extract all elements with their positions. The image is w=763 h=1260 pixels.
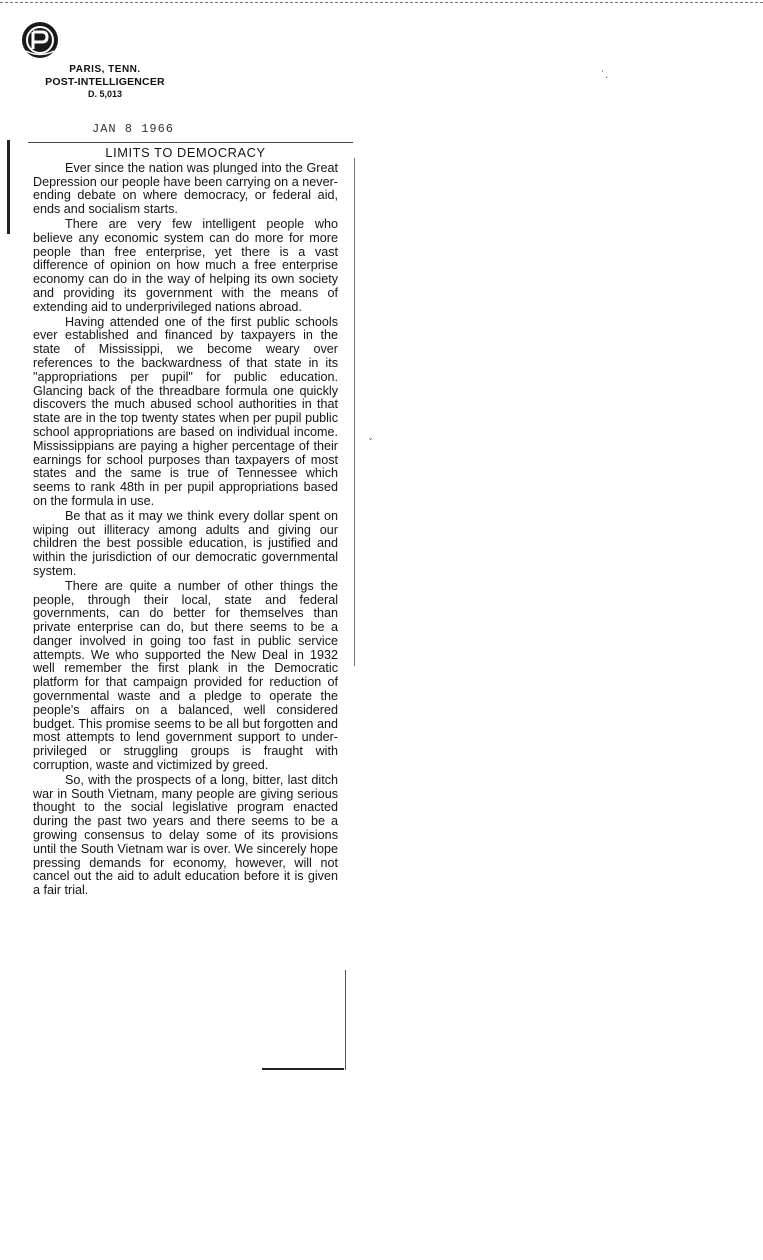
newspaper-seal-icon — [20, 20, 60, 60]
masthead-paper-name: POST-INTELLIGENCER — [45, 76, 165, 88]
masthead-city: PARIS, TENN. — [69, 64, 141, 75]
clipping-top-rule — [28, 142, 353, 143]
masthead — [30, 64, 180, 100]
article-paragraph-2: There are very few intelligent people who believe any economic system can do more for more people than free enterprise, yet there is a vast difference of opinion on how much a free enterprise economy can do in the way of helping its own society and providing its government with the means of extending aid to underprivileged nations abroad. — [33, 216, 338, 314]
article-paragraph-3: Having attended one of the first public schools ever established and financed by taxpayers in the state of Mississippi, we become weary over references to the backwardness of that state in its "appropriations per pupil" for public education. Glancing back of the threadbare formula one quickly discovers the much abused school authorities in that state are in the top twenty states when per pupil public school appropriations are based on individual income. Mississippians are paying a higher percentage of their earnings for school purposes than taxpayers of most states and the same is true of Tennessee which seems to rank 48th in per pupil appropriations based on the formula in use. — [33, 314, 338, 508]
editorial-article — [33, 146, 338, 898]
margin-tick-mark: ˇ — [368, 438, 373, 449]
clipping-bottom-rule — [262, 1068, 344, 1070]
perforated-edge — [0, 2, 763, 3]
article-paragraph-5: There are quite a number of other things the people, through their local, state and federal governments, can do better for themselves than private enterprise can do, but there seems to be a danger involved in going too fast in public service attempts. We who supported the New Deal in 1932 well remember the first plank in the Democratic platform for that campaign provided for reduction of governmental waste and a pledge to operate the people's affairs on a balanced, well considered budget. This promise seems to be all but forgotten and most attempts to lend government support to under-privileged or struggling groups is fraught with corruption, waste and victimized by greed. — [33, 578, 338, 773]
stray-mark: ˙. — [600, 70, 609, 81]
article-headline: LIMITS TO DEMOCRACY — [105, 145, 266, 160]
date-stamp: JAN 8 1966 — [92, 122, 175, 136]
article-paragraph-6: So, with the prospects of a long, bitter, last ditch war in South Vietnam, many people are giving serious thought to the social legislative program enacted during the past two years and there seems to be a growing consensus to delay some of its provisions until the South Vietnam war is over. We sincerely hope pressing demands for economy, however, will not cancel out the aid to adult education before it is given a fair trial. — [33, 772, 338, 898]
article-paragraph-4: Be that as it may we think every dollar spent on wiping out illiteracy among adults and giving our children the best possible education, is justified and within the jurisdiction of our democratic governmental system. — [33, 508, 338, 578]
clipping-right-edge-lower — [345, 970, 346, 1070]
margin-bracket-mark — [7, 140, 10, 234]
masthead-circulation: D. 5,013 — [87, 89, 123, 99]
article-paragraph-1: Ever since the nation was plunged into the Great Depression our people have been carrying on a never-ending debate on where democracy, or federal aid, ends and socialism starts. — [33, 160, 338, 217]
clipping-right-edge — [354, 158, 355, 666]
